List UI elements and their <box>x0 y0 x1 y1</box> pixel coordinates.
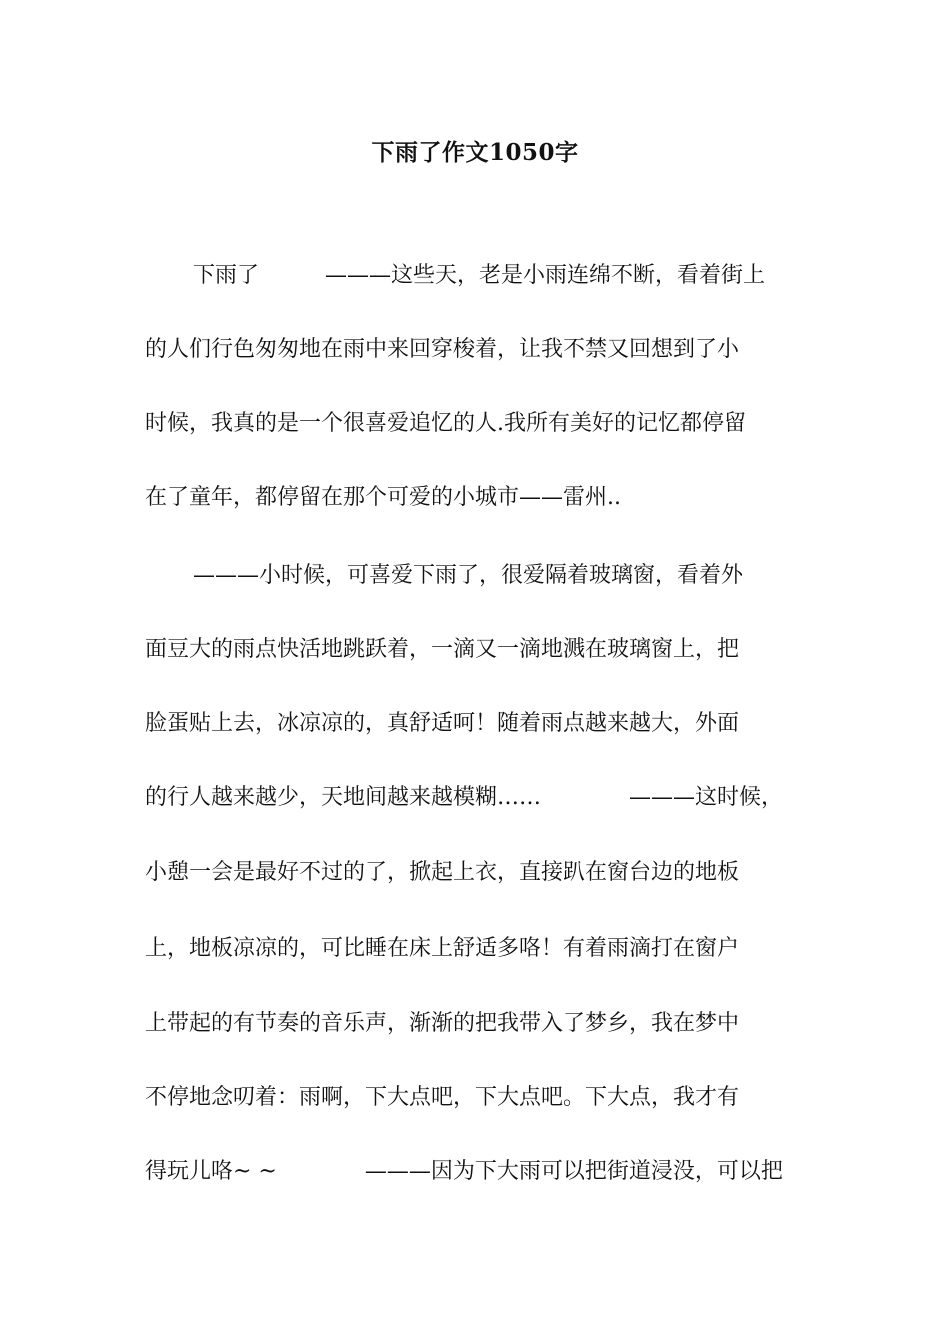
paragraph-line: 在了童年，都停留在那个可爱的小城市——雷州.. <box>145 485 621 510</box>
paragraph-line: ———小时候，可喜爱下雨了，很爱隔着玻璃窗，看着外 <box>193 563 744 588</box>
paragraph-line: 不停地念叨着：雨啊，下大点吧，下大点吧。下大点，我才有 <box>145 1085 740 1110</box>
paragraph-line: 的人们行色匆匆地在雨中来回穿梭着，让我不禁又回想到了小 <box>145 337 740 362</box>
document-title: 下雨了作文1050字 <box>371 139 579 166</box>
paragraph-line: 脸蛋贴上去，冰凉凉的，真舒适呵！随着雨点越来越大，外面 <box>145 711 740 736</box>
paragraph-line: 上带起的有节奏的音乐声，渐渐的把我带入了梦乡，我在梦中 <box>145 1011 740 1036</box>
paragraph-line: 的行人越来越少，天地间越来越模糊…… ———这时候， <box>145 785 784 810</box>
paragraph-line: 下雨了 ———这些天，老是小雨连绵不断，看着街上 <box>193 263 766 288</box>
paragraph-line: 小憩一会是最好不过的了，掀起上衣，直接趴在窗台边的地板 <box>145 860 740 885</box>
paragraph-line: 得玩儿咯~ ~ ———因为下大雨可以把街道浸没，可以把 <box>145 1159 783 1184</box>
paragraph-line: 上，地板凉凉的，可比睡在床上舒适多咯！有着雨滴打在窗户 <box>145 936 740 961</box>
paragraph-line: 时候，我真的是一个很喜爱追忆的人.我所有美好的记忆都停留 <box>145 411 746 436</box>
paragraph-line: 面豆大的雨点快活地跳跃着，一滴又一滴地溅在玻璃窗上，把 <box>145 637 740 662</box>
